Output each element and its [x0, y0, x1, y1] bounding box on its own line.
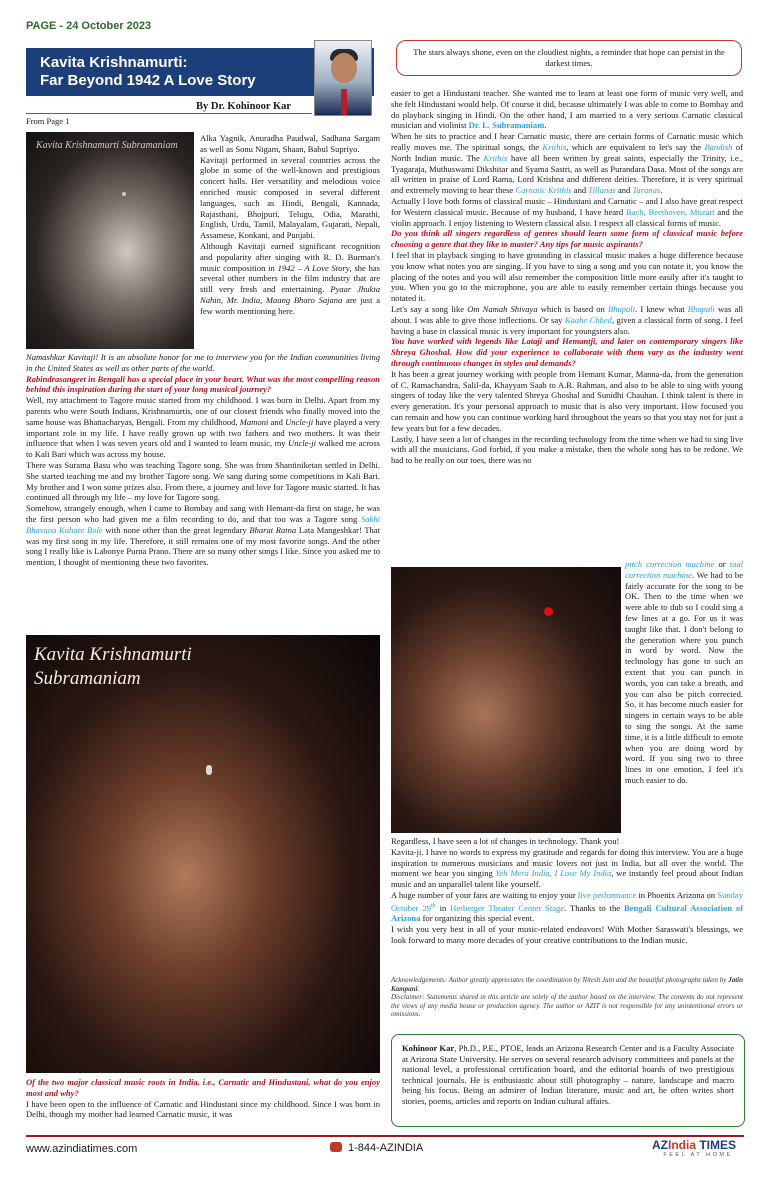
closing-p3: A huge number of your fans are waiting to enjoy your live performance in Phoenix Arizona on Sunday October 29th in Herberger Theater Center Stage. Thanks to the Bengali Cultural Association of Arizona for organizing this special event.	[391, 889, 744, 924]
colA-p3: Although Kavitaji earned significant recognition and popularity after singing with R. D. Burman's music composition in 1942 – A Love Story, she has several other numbers in the film industry that are still very fresh and entertaining. Pyaar Jhukta Nahin, Mr. India, Maang Bharo Sajana are just a few worth mentioning here.	[200, 240, 381, 316]
disclaimer: Disclaimer: Statements shared in this article are solely of the author based on the interview. The contents do not represent the views of any media house or production agency. The author or AZIT is not responsible for any unintentional errors or omissions.	[391, 993, 743, 1019]
column-c-bottom	[391, 836, 743, 946]
question-3: Do you think all singers regardless of genres should learn some form of classical music before choosing a genre that they like to master? Any tips for music aspirants?	[391, 228, 743, 250]
photo2-caption: Kavita Krishnamurti Subramaniam	[34, 644, 192, 689]
answer-3-p1: I feel that in playback singing to have grounding in classical music makes a huge difference because you know what notes you are singing. If you have to sing a song and you can notate it, you know the placing of the notes and you will also remember the composition little more easily after it's taught to you. When you go to the microphone, you are able to easily remember certain things because you notated it.	[391, 249, 743, 304]
byline-rule	[26, 113, 312, 114]
answer-4-p2: Lastly, I have seen a lot of changes in the recording technology from the time when we had to sing live with all the musicians. God forbid, if you make a mistake, then the whole song has to be redone. We had to be really on our toes, there was no	[391, 433, 743, 466]
question-2: Of the two major classical music roots in India, i.e., Carnatic and Hindustani, what do you enjoy most and why?	[26, 1077, 380, 1098]
answer-3-p2: Let's say a song like Om Namah Shivaya which is based on Bhupali. I knew what Bhupali was all about. I was able to give those inflections. Or say Kaahe Chhed, given a classical form of song. I feel having a base in classical music is very important for youngsters also.	[391, 303, 744, 336]
column-c-wrap: pitch correction machine or taal correction machine. We had to be fairly accurate for the song to be OK. Then to the time when we were able to dub so I could sing a few lines at a go. For us it was taught like that. I don't belong to the generation where you punch in word by word. Now the technology has gone to such an extent that you can punch in words, you can take a breath, and you can also be pitch corrected. So, it has become much easier for singers in certain ways to be able to sing the songs. At the same time, it is a little difficult to emote when you are doing word by word. If you sing two to three lines in one emotion, I feel it's much easier to do.	[625, 559, 743, 785]
acknowledgements: Acknowledgements: Author greatly appreciates the coordination by Nitesh Jain and the beautiful photographs taken by Jatin Kampani. Disclaimer: Statements shared in this article are solely of the author based on the interview. The contents do not represent the views of any media house or production agency. The author or AZIT is not responsible for any unintentional errors or omissions.	[391, 976, 743, 1019]
answer-4-p1: It has been a great journey working with people from Hemant Kumar, Manna-da, from the generation of C. Ramachandra, Salil-da, Khayyam Saab to A.R. Rahman, and also to be able to sing with young singers of today like the very talented Shreya Ghoshal and Sunidhi Chauhan. I think talent is there in every generation. It's your personal approach to music that is also very important. How focused you can remain and how you can continue working hard throughout the years so that you stay not for just a few years but for a few decades.	[391, 368, 743, 433]
question-1: Rabindrasangeet in Bengali has a special place in your heart. What was the most compelling reason behind this inspiration during the start of your long musical journey?	[26, 373, 380, 395]
byline: By Dr. Kohinoor Kar	[196, 101, 292, 112]
bio-name: Kohinoor Kar	[402, 1043, 455, 1053]
question-4: You have worked with legends like Lataji and Hemantji, and later on contemporary singers like Shreya Ghoshal. How did your experience to collaborate with them vary as the industry went through continuous changes in styles and demands?	[391, 336, 743, 368]
headline-line1: Kavita Krishnamurti:	[40, 54, 188, 71]
phone-icon	[330, 1142, 342, 1152]
bio-text: , Ph.D., P.E., PTOE, leads an Arizona Research Center and is a Faculty Associate at Arizona State University. He serves on several research advisory committees and panels at the national level, a professional certification board, and the editorial boards of two prestigious technical journals. He is enthusiastic about still photography – nature, landscape and macro being his focus. Being an admirer of Indian literature, music and art, he often writes short stories, poems, articles and reports on Indian cultural affairs.	[402, 1043, 735, 1106]
colA-p1: Alka Yagnik, Anuradha Paudwal, Sadhana Sargam as well as Sonu Nigam, Shaan, Babul Supriyo.	[200, 133, 380, 154]
page-header: PAGE - 24 October 2023	[26, 20, 152, 32]
singer-photo-1	[26, 132, 194, 349]
closing-p2: Kavita-ji. I have no words to express my gratitude and regards for doing this interview. You are a huge inspiration to numerous musicians and music lovers not just in India, but all over the world. The moment we hear you singing Yeh Mera India, I Love My India, we instantly feel proud about Indian music and an unparallel talent like yourself.	[391, 846, 743, 890]
photo1-caption: Kavita Krishnamurti Subramaniam	[36, 140, 178, 151]
colC-p2: When he sits to practice and I hear Carnatic music, there are certain forms of Carnatic music which really moves me. The spiritual songs, the Krithis, which are equivalent to let's say the Bandish of North Indian music. The Krithis have all been written by great saints, especially the Trinity, i.e., Tyagaraja, Muthuswami Dikshitar and Syama Sastri, as well as Purandara Dasa. Most of the songs are all written in praise of Lord Rama, Lord Krishna and different deities. Therefore, it is very spiritual and extremely moving to hear these Carnatic Krithis and Tillanas and Taranas.	[391, 131, 743, 196]
answer-1-p2: There was Surama Basu who was teaching Tagore song. She was from Shantiniketan settled in Delhi. She started teaching me and my brother Tagore song. We sang during some competitions in Kali Bari. My brother and I won some prizes also. From there, a journey and love for Tagore music started. It has continued all through my life – my love for Tagore song.	[26, 459, 380, 503]
colA-p2: Kavitaji performed in several countries across the globe in some of the well-known and prestigious concert halls. Her versatility and melodious voice enriched music composed in several different languages, such as Hindi, Bengali, Kannada, Rajasthani, Bhojpuri, Telugu, Odia, Marathi, English, Urdu, Tamil, Malayalam, Gujarati, Nepali, Assamese, Konkani, and Punjabi.	[200, 154, 380, 241]
from-page: From Page 1	[26, 116, 70, 126]
interview-intro: Namashkar Kavitaji! It is an absolute honor for me to interview you for the Indian communities living in the United States as well as other parts of the world.	[26, 352, 380, 373]
footer-url[interactable]: www.azindiatimes.com	[26, 1143, 138, 1155]
column-c	[391, 88, 743, 466]
pull-quote: The stars always shone, even on the cloudiest nights, a reminder that hope can persist in the darkest times.	[396, 40, 742, 76]
closing-thanks: Regardless, I have seen a lot of changes in technology. Thank you!	[391, 836, 620, 846]
column-a	[200, 133, 380, 317]
answer-1-p3: Somehow, strangely enough, when I came to Bombay and sang with Hemant-da first on stage, he was the first person who had given me a film recording to do, and that too was a Tagore song Sakhi Bhavana Kahare Bole with none other than the great legendary Bharat Ratna Lata Mangeshkar! That was my first song in my life. Therefore, it still remains one of my most favorite songs. And the other song I really like is Labonye Purna Prano. There are so many other songs I like. Since you asked me to mention, I thought of mentioning these two favorites.	[26, 503, 380, 568]
azindia-times-logo: AZIndia TIMES FEEL AT HOME	[652, 1138, 737, 1158]
colC-p1: easier to get a Hindustani teacher. She wanted me to learn at least one form of music very well, and she felt Hindustani would help. Of course it did, because ultimately I was able to come to Bombay and do playback singing in Hindi. On the other hand, I am married to a very serious Carnatic classical musician and violinist Dr. L. Subramaniam.	[391, 88, 743, 131]
closing-p4: I wish you very best in all of your music-related endeavors! With Mother Saraswati's blessings, we look forward to many more decades of your creative contributions to the Indian music.	[391, 924, 743, 946]
author-bio	[391, 1034, 745, 1127]
footer-rule	[26, 1135, 744, 1137]
singer-photo-2	[26, 635, 380, 1073]
headline-line2: Far Beyond 1942 A Love Story	[40, 72, 256, 89]
colC-p3: Actually I love both forms of classical music – Hindustani and Carnatic – and I also have great respect for Western classical music. Because of my husband, I have heard Bach, Beethoven, Mozart and the violin approach. I enjoy listening to Western classical also. I respect all classical forms of music.	[391, 195, 743, 228]
author-photo	[314, 40, 372, 116]
answer-2: I have been open to the influence of Carnatic and Hindustani since my childhood. Since I was born in Delhi, though my mother had learned Carnatic music, it was	[26, 1098, 380, 1120]
column-b	[26, 352, 380, 568]
footer-phone: 1-844-AZINDIA	[330, 1142, 423, 1154]
singer-photo-3	[391, 567, 621, 833]
answer-1-p1: Well, my attachment to Tagore music started from my childhood. I was born in Delhi. Apart from my parents who were South Indians, Krishnamurtis, one of our closest friends who finally moved into the same house was Bhattacharyas, Bengali. From my childhood, Mamoni and Uncle-ji have played a very important role in my life. I have really grown up with two fathers and two mothers. It was their influence that when I was seven years old and I wanted to learn music, my Uncle-ji walked me across to Kali Bari which was across my house.	[26, 395, 380, 460]
column-b-bottom	[26, 1077, 380, 1120]
